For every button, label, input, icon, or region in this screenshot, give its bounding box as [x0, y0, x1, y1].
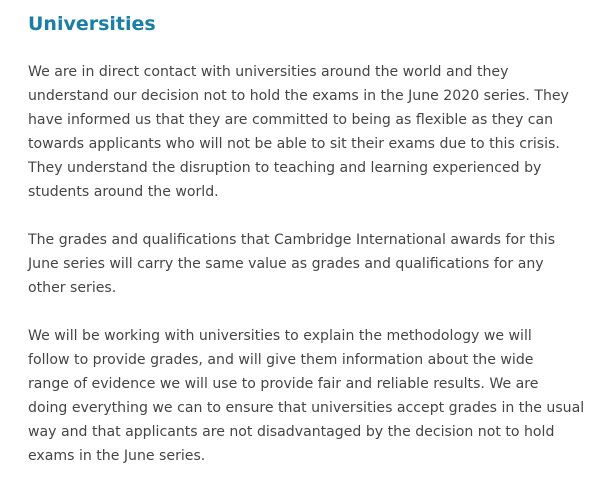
paragraph-line: They understand the disruption to teaching and learning experienced by	[28, 160, 542, 176]
paragraph-line: way and that applicants are not disadvantaged by the decision not to hold	[28, 424, 555, 440]
paragraph-line: We are in direct contact with universities around the world and they	[28, 64, 509, 80]
paragraph-line: June series will carry the same value as grades and qualifications for any	[28, 256, 544, 272]
paragraph-line: range of evidence we will use to provide fair and reliable results. We are	[28, 376, 539, 392]
paragraph-grades-value	[28, 228, 594, 300]
paragraph-line: understand our decision not to hold the exams in the June 2020 series. They	[28, 88, 569, 104]
paragraph-line: students around the world.	[28, 184, 219, 200]
paragraph-line: towards applicants who will not be able to sit their exams due to this crisis.	[28, 136, 560, 152]
paragraph-line: doing everything we can to ensure that universities accept grades in the usual	[28, 400, 585, 416]
paragraph-line: We will be working with universities to explain the methodology we will	[28, 328, 532, 344]
paragraph-methodology	[28, 324, 594, 468]
paragraph-line: exams in the June series.	[28, 448, 206, 464]
paragraph-direct-contact	[28, 60, 594, 204]
paragraph-line: have informed us that they are committed to being as flexible as they can	[28, 112, 554, 128]
universities-section	[28, 10, 594, 468]
paragraph-line: The grades and qualifications that Cambridge International awards for this	[28, 232, 556, 248]
paragraph-line: other series.	[28, 280, 117, 296]
section-title: Universities	[28, 13, 156, 35]
paragraph-line: follow to provide grades, and will give them information about the wide	[28, 352, 534, 368]
